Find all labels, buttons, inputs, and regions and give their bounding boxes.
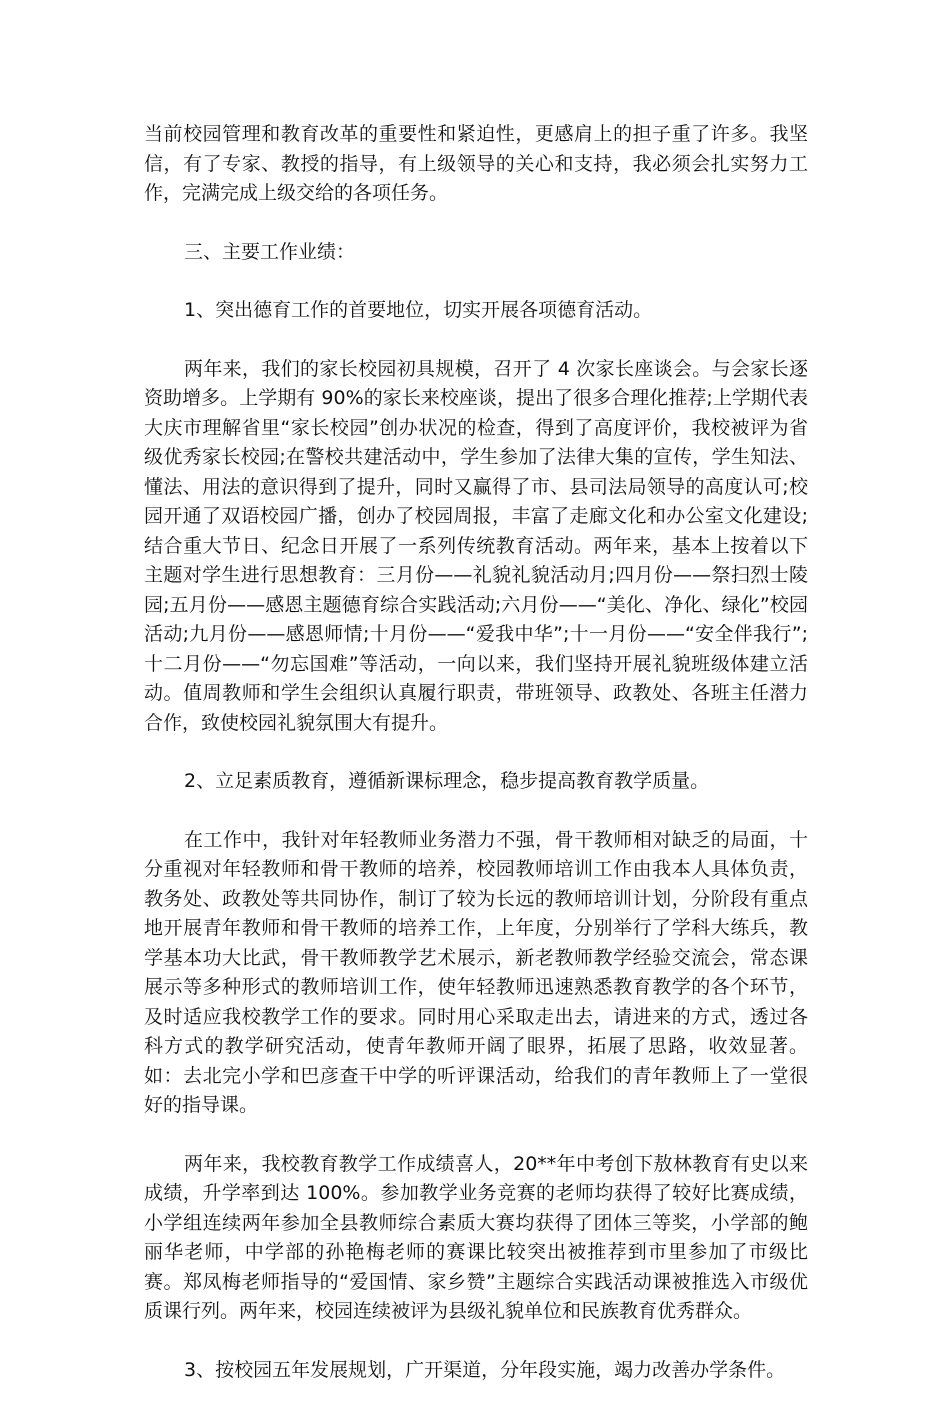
document-body: [144, 120, 808, 1414]
paragraph-teacher-training: 在工作中，我针对年轻教师业务潜力不强，骨干教师相对缺乏的局面，十分重视对年轻教师和骨干教师的培养，校园教师培训工作由我本人具体负责，教务处、政教处等共同协作，制订了较为长远的教师培训计划，分阶段有重点地开展青年教师和骨干教师的培养工作，上年度，分别举行了学科大练兵，教学基本功大比武，骨干教师教学艺术展示，新老教师教学经验交流会，常态课展示等多种形式的教师培训工作，使年轻教师迅速熟悉教育教学的各个环节，及时适应我校教学工作的要求。同时用心采取走出去，请进来的方式，透过各科方式的教学研究活动，使青年教师开阔了眼界，拓展了思路，收效显著。如：去北完小学和巴彦查干中学的听评课活动，给我们的青年教师上了一堂很好的指导课。: [144, 828, 808, 1116]
paragraph-moral-education: 两年来，我们的家长校园初具规模，召开了 4 次家长座谈会。与会家长逐资助增多。上学期有 90%的家长来校座谈，提出了很多合理化推荐;上学期代表大庆市理解省里“家长校园”创办状况的检查，得到了高度评价，我校被评为省级优秀家长校园;在警校共建活动中，学生参加了法律大集的宣传，学生知法、懂法、用法的意识得到了提升，同时又赢得了市、县司法局领导的高度认可;校园开通了双语校园广播，创办了校园周报，丰富了走廊文化和办公室文化建设;结合重大节日、纪念日开展了一系列传统教育活动。两年来，基本上按着以下主题对学生进行思想教育：三月份——礼貌礼貌活动月;四月份——祭扫烈士陵园;五月份——感恩主题德育综合实践活动;六月份——“美化、净化、绿化”校园活动;九月份——感恩师情;十月份——“爱我中华”;十一月份——“安全伴我行”;十二月份——“勿忘国难”等活动，一向以来，我们坚持开展礼貌班级体建立活动。值周教师和学生会组织认真履行职责，带班领导、政教处、各班主任潜力合作，致使校园礼貌氛围大有提升。: [144, 357, 808, 734]
subheading-quality-education: 2、立足素质教育，遵循新课标理念，稳步提高教育教学质量。: [184, 770, 710, 792]
paragraph-continuation: 当前校园管理和教育改革的重要性和紧迫性，更感肩上的担子重了许多。我坚信，有了专家、教授的指导，有上级领导的关心和支持，我必须会扎实努力工作，完满完成上级交给的各项任务。: [144, 123, 808, 204]
section-heading-main-achievements: 三、主要工作业绩：: [184, 240, 356, 263]
paragraph-teaching-results: 两年来，我校教育教学工作成绩喜人，20**年中考创下敖林教育有史以来成绩，升学率到达 100%。参加教学业务竞赛的老师均获得了较好比赛成绩，小学组连续两年参加全县教师综合素质大赛均获得了团体三等奖，小学部的鲍丽华老师，中学部的孙艳梅老师的赛课比较突出被推荐到市里参加了市级比赛。郑凤梅老师指导的“爱国情、家乡赞”主题综合实践活动课被推选入市级优质课行列。两年来，校园连续被评为县级礼貌单位和民族教育优秀群众。: [144, 1152, 808, 1322]
subheading-moral-education: 1、突出德育工作的首要地位，切实开展各项德育活动。: [184, 299, 653, 321]
subheading-school-conditions: 3、按校园五年发展规划，广开渠道，分年段实施，竭力改善办学条件。: [184, 1358, 786, 1381]
